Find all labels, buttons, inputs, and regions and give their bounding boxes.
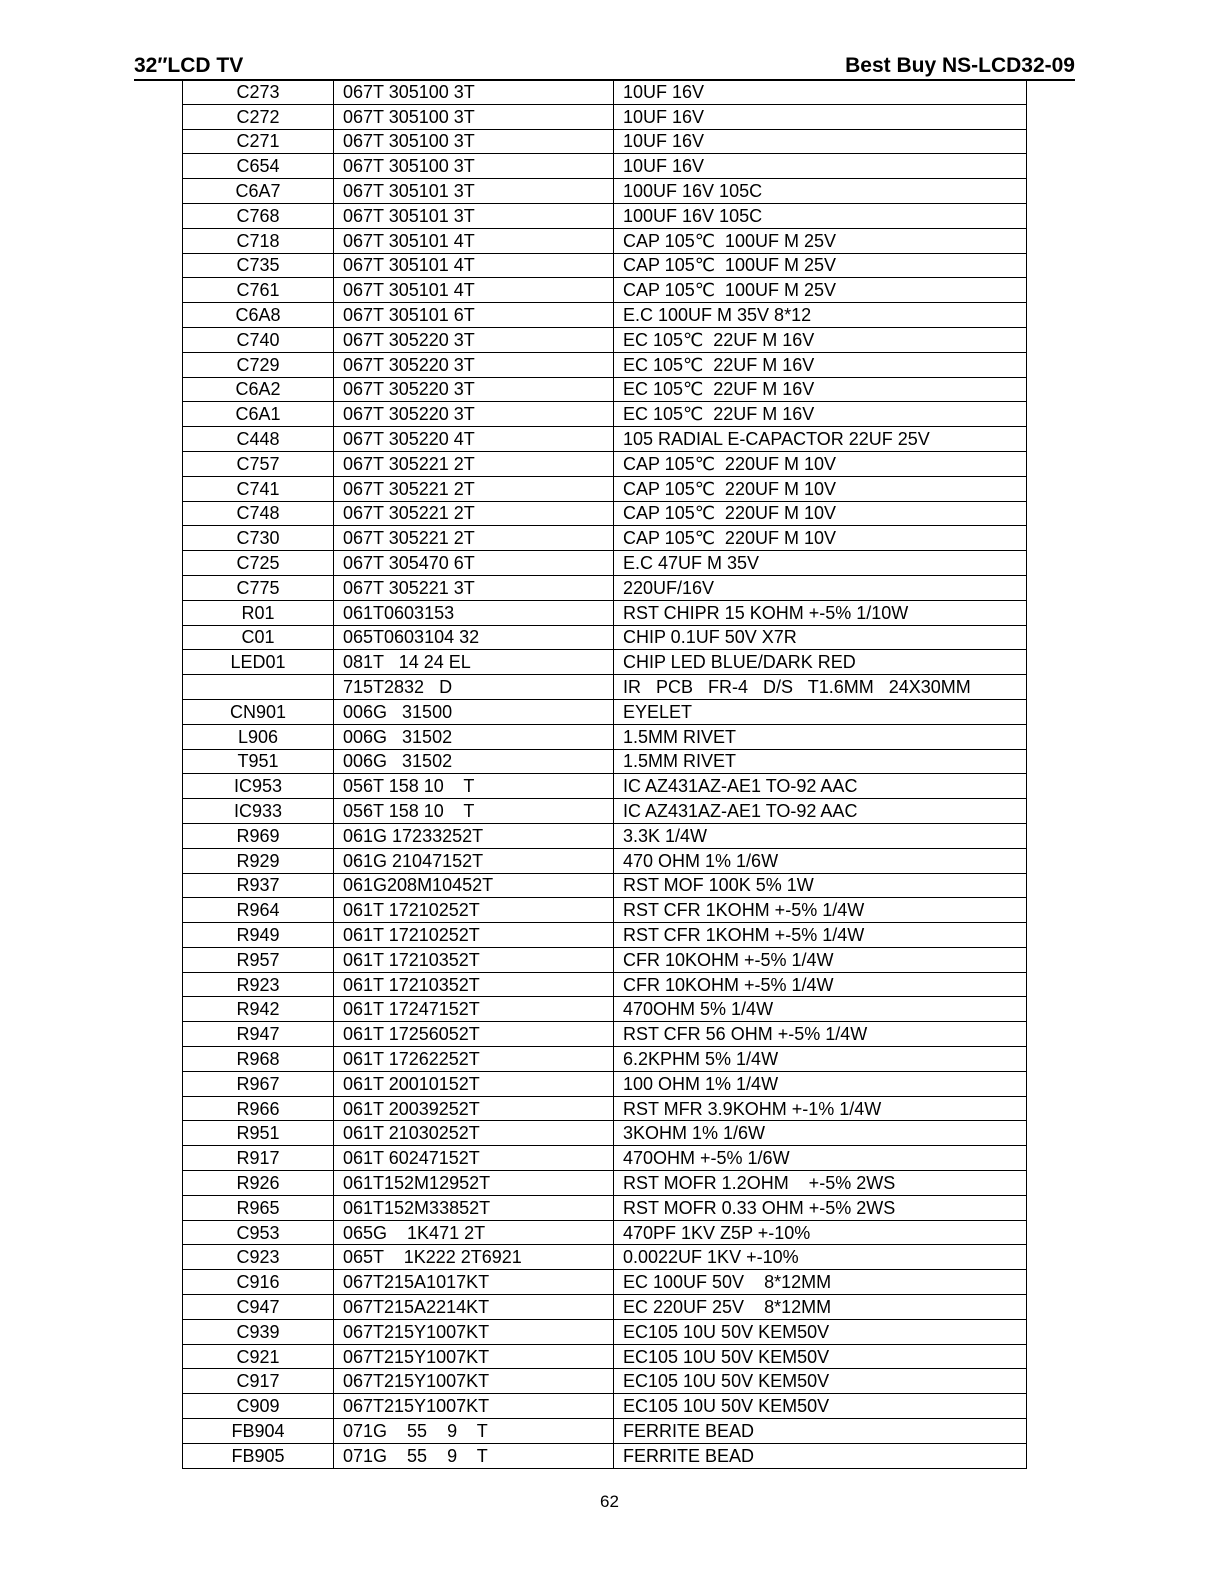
part-number-cell: 067T 305221 2T xyxy=(334,501,614,526)
location-cell: R926 xyxy=(183,1171,334,1196)
description-cell: EC 105℃ 22UF M 16V xyxy=(614,327,1027,352)
location-cell: C921 xyxy=(183,1344,334,1369)
part-number-cell: 067T 305221 2T xyxy=(334,451,614,476)
table-row xyxy=(183,898,1027,923)
description-cell: 6.2KPHM 5% 1/4W xyxy=(614,1047,1027,1072)
description-cell: 105 RADIAL E-CAPACTOR 22UF 25V xyxy=(614,427,1027,452)
part-number-cell: 061T0603153 xyxy=(334,600,614,625)
table-row xyxy=(183,303,1027,328)
page-number: 62 xyxy=(600,1492,619,1511)
description-cell: EC 105℃ 22UF M 16V xyxy=(614,377,1027,402)
description-cell: CAP 105℃ 220UF M 10V xyxy=(614,476,1027,501)
location-cell: L906 xyxy=(183,724,334,749)
location-cell: R967 xyxy=(183,1071,334,1096)
description-cell: 1.5MM RIVET xyxy=(614,724,1027,749)
location-cell: C939 xyxy=(183,1319,334,1344)
location-cell: R964 xyxy=(183,898,334,923)
table-row xyxy=(183,228,1027,253)
location-cell: C729 xyxy=(183,352,334,377)
description-cell: E.C 47UF M 35V xyxy=(614,551,1027,576)
description-cell: 470OHM 5% 1/4W xyxy=(614,997,1027,1022)
table-row xyxy=(183,278,1027,303)
table-row xyxy=(183,352,1027,377)
part-number-cell: 067T 305220 3T xyxy=(334,352,614,377)
description-cell: EC 105℃ 22UF M 16V xyxy=(614,352,1027,377)
description-cell: CHIP LED BLUE/DARK RED xyxy=(614,650,1027,675)
table-row xyxy=(183,823,1027,848)
location-cell: R957 xyxy=(183,947,334,972)
part-number-cell: 061T 20010152T xyxy=(334,1071,614,1096)
table-row xyxy=(183,501,1027,526)
part-number-cell: 067T 305101 3T xyxy=(334,203,614,228)
part-number-cell: 067T 305100 3T xyxy=(334,80,614,105)
description-cell: RST MFR 3.9KOHM +-1% 1/4W xyxy=(614,1096,1027,1121)
location-cell: LED01 xyxy=(183,650,334,675)
location-cell: C6A2 xyxy=(183,377,334,402)
table-row xyxy=(183,129,1027,154)
table-row xyxy=(183,1096,1027,1121)
description-cell: EYELET xyxy=(614,699,1027,724)
description-cell: 100UF 16V 105C xyxy=(614,179,1027,204)
table-row xyxy=(183,327,1027,352)
location-cell: T951 xyxy=(183,749,334,774)
description-cell: 470 OHM 1% 1/6W xyxy=(614,848,1027,873)
description-cell: IC AZ431AZ-AE1 TO-92 AAC xyxy=(614,774,1027,799)
location-cell: C273 xyxy=(183,80,334,105)
description-cell: CAP 105℃ 220UF M 10V xyxy=(614,501,1027,526)
description-cell: IC AZ431AZ-AE1 TO-92 AAC xyxy=(614,799,1027,824)
table-row xyxy=(183,1121,1027,1146)
parts-table xyxy=(182,79,1027,1469)
part-number-cell: 067T 305220 3T xyxy=(334,327,614,352)
part-number-cell: 071G 55 9 T xyxy=(334,1443,614,1468)
table-row xyxy=(183,1344,1027,1369)
table-row xyxy=(183,675,1027,700)
table-row xyxy=(183,848,1027,873)
location-cell: R966 xyxy=(183,1096,334,1121)
location-cell: FB905 xyxy=(183,1443,334,1468)
part-number-cell: 061T 17210352T xyxy=(334,972,614,997)
location-cell: R923 xyxy=(183,972,334,997)
part-number-cell: 061G 21047152T xyxy=(334,848,614,873)
location-cell: R969 xyxy=(183,823,334,848)
description-cell: CAP 105℃ 100UF M 25V xyxy=(614,253,1027,278)
part-number-cell: 067T215Y1007KT xyxy=(334,1344,614,1369)
description-cell: CAP 105℃ 100UF M 25V xyxy=(614,228,1027,253)
part-number-cell: 071G 55 9 T xyxy=(334,1419,614,1444)
description-cell: 10UF 16V xyxy=(614,80,1027,105)
description-cell: EC105 10U 50V KEM50V xyxy=(614,1369,1027,1394)
part-number-cell: 081T 14 24 EL xyxy=(334,650,614,675)
table-row xyxy=(183,600,1027,625)
part-number-cell: 067T 305470 6T xyxy=(334,551,614,576)
description-cell: 100UF 16V 105C xyxy=(614,203,1027,228)
location-cell: C01 xyxy=(183,625,334,650)
table-row xyxy=(183,997,1027,1022)
location-cell: C448 xyxy=(183,427,334,452)
location-cell: C735 xyxy=(183,253,334,278)
part-number-cell: 065T0603104 32 xyxy=(334,625,614,650)
location-cell: R917 xyxy=(183,1146,334,1171)
description-cell: RST CFR 1KOHM +-5% 1/4W xyxy=(614,898,1027,923)
table-row xyxy=(183,1270,1027,1295)
location-cell: IC933 xyxy=(183,799,334,824)
description-cell: CAP 105℃ 100UF M 25V xyxy=(614,278,1027,303)
description-cell: EC 220UF 25V 8*12MM xyxy=(614,1295,1027,1320)
table-row xyxy=(183,1195,1027,1220)
location-cell: C768 xyxy=(183,203,334,228)
table-row xyxy=(183,873,1027,898)
table-row xyxy=(183,154,1027,179)
location-cell: C741 xyxy=(183,476,334,501)
table-row xyxy=(183,972,1027,997)
part-number-cell: 067T215A2214KT xyxy=(334,1295,614,1320)
table-row xyxy=(183,402,1027,427)
location-cell: C718 xyxy=(183,228,334,253)
part-number-cell: 715T2832 D xyxy=(334,675,614,700)
part-number-cell: 067T 305101 3T xyxy=(334,179,614,204)
description-cell: 470OHM +-5% 1/6W xyxy=(614,1146,1027,1171)
part-number-cell: 067T 305100 3T xyxy=(334,104,614,129)
table-row xyxy=(183,1071,1027,1096)
location-cell: C947 xyxy=(183,1295,334,1320)
description-cell: CAP 105℃ 220UF M 10V xyxy=(614,451,1027,476)
part-number-cell: 067T 305220 4T xyxy=(334,427,614,452)
table-row xyxy=(183,1419,1027,1444)
location-cell: C748 xyxy=(183,501,334,526)
location-cell: C923 xyxy=(183,1245,334,1270)
part-number-cell: 067T 305101 4T xyxy=(334,253,614,278)
header-model: Best Buy NS-LCD32-09 xyxy=(845,54,1075,77)
table-row xyxy=(183,947,1027,972)
description-cell: RST CFR 1KOHM +-5% 1/4W xyxy=(614,923,1027,948)
part-number-cell: 067T 305100 3T xyxy=(334,129,614,154)
part-number-cell: 061T 20039252T xyxy=(334,1096,614,1121)
location-cell: R929 xyxy=(183,848,334,873)
part-number-cell: 067T 305101 4T xyxy=(334,228,614,253)
part-number-cell: 061T 17210252T xyxy=(334,923,614,948)
part-number-cell: 067T 305101 6T xyxy=(334,303,614,328)
part-number-cell: 061T 17247152T xyxy=(334,997,614,1022)
description-cell: 3.3K 1/4W xyxy=(614,823,1027,848)
location-cell: C654 xyxy=(183,154,334,179)
description-cell: EC 100UF 50V 8*12MM xyxy=(614,1270,1027,1295)
table-row xyxy=(183,699,1027,724)
table-row xyxy=(183,1394,1027,1419)
location-cell: R949 xyxy=(183,923,334,948)
location-cell: C909 xyxy=(183,1394,334,1419)
table-row xyxy=(183,104,1027,129)
part-number-cell: 067T 305221 2T xyxy=(334,476,614,501)
description-cell: 10UF 16V xyxy=(614,154,1027,179)
location-cell: R01 xyxy=(183,600,334,625)
part-number-cell: 061G208M10452T xyxy=(334,873,614,898)
table-row xyxy=(183,476,1027,501)
description-cell: RST MOF 100K 5% 1W xyxy=(614,873,1027,898)
part-number-cell: 061T 17210352T xyxy=(334,947,614,972)
part-number-cell: 006G 31500 xyxy=(334,699,614,724)
table-row xyxy=(183,377,1027,402)
location-cell: CN901 xyxy=(183,699,334,724)
part-number-cell: 056T 158 10 T xyxy=(334,799,614,824)
header-title: 32″LCD TV xyxy=(134,54,244,77)
parts-table-body xyxy=(183,80,1027,1469)
table-row xyxy=(183,179,1027,204)
location-cell: R965 xyxy=(183,1195,334,1220)
table-row xyxy=(183,1295,1027,1320)
part-number-cell: 065G 1K471 2T xyxy=(334,1220,614,1245)
description-cell: 100 OHM 1% 1/4W xyxy=(614,1071,1027,1096)
table-row xyxy=(183,774,1027,799)
table-row xyxy=(183,427,1027,452)
page-header xyxy=(134,53,1075,81)
table-row xyxy=(183,80,1027,105)
location-cell: R947 xyxy=(183,1022,334,1047)
description-cell: 10UF 16V xyxy=(614,104,1027,129)
part-number-cell: 061T152M12952T xyxy=(334,1171,614,1196)
part-number-cell: 067T 305100 3T xyxy=(334,154,614,179)
description-cell: FERRITE BEAD xyxy=(614,1443,1027,1468)
part-number-cell: 067T215Y1007KT xyxy=(334,1369,614,1394)
description-cell: CFR 10KOHM +-5% 1/4W xyxy=(614,972,1027,997)
location-cell: C953 xyxy=(183,1220,334,1245)
part-number-cell: 006G 31502 xyxy=(334,724,614,749)
description-cell: EC105 10U 50V KEM50V xyxy=(614,1344,1027,1369)
location-cell: C271 xyxy=(183,129,334,154)
description-cell: RST CFR 56 OHM +-5% 1/4W xyxy=(614,1022,1027,1047)
description-cell: RST MOFR 0.33 OHM +-5% 2WS xyxy=(614,1195,1027,1220)
table-row xyxy=(183,575,1027,600)
description-cell: CHIP 0.1UF 50V X7R xyxy=(614,625,1027,650)
table-row xyxy=(183,451,1027,476)
table-row xyxy=(183,625,1027,650)
table-row xyxy=(183,253,1027,278)
table-row xyxy=(183,1171,1027,1196)
table-row xyxy=(183,1220,1027,1245)
location-cell xyxy=(183,675,334,700)
location-cell: R937 xyxy=(183,873,334,898)
table-row xyxy=(183,1245,1027,1270)
part-number-cell: 067T 305220 3T xyxy=(334,402,614,427)
part-number-cell: 067T 305101 4T xyxy=(334,278,614,303)
location-cell: C917 xyxy=(183,1369,334,1394)
part-number-cell: 067T215Y1007KT xyxy=(334,1319,614,1344)
part-number-cell: 067T215Y1007KT xyxy=(334,1394,614,1419)
description-cell: RST MOFR 1.2OHM +-5% 2WS xyxy=(614,1171,1027,1196)
location-cell: R968 xyxy=(183,1047,334,1072)
part-number-cell: 067T 305221 3T xyxy=(334,575,614,600)
table-row xyxy=(183,650,1027,675)
table-row xyxy=(183,1369,1027,1394)
part-number-cell: 061T 17262252T xyxy=(334,1047,614,1072)
table-row xyxy=(183,724,1027,749)
part-number-cell: 061T 60247152T xyxy=(334,1146,614,1171)
part-number-cell: 061T 17256052T xyxy=(334,1022,614,1047)
description-cell: CAP 105℃ 220UF M 10V xyxy=(614,526,1027,551)
part-number-cell: 067T215A1017KT xyxy=(334,1270,614,1295)
description-cell: 3KOHM 1% 1/6W xyxy=(614,1121,1027,1146)
part-number-cell: 065T 1K222 2T6921 xyxy=(334,1245,614,1270)
table-row xyxy=(183,1146,1027,1171)
location-cell: C775 xyxy=(183,575,334,600)
location-cell: C725 xyxy=(183,551,334,576)
location-cell: R942 xyxy=(183,997,334,1022)
description-cell: 10UF 16V xyxy=(614,129,1027,154)
table-row xyxy=(183,551,1027,576)
description-cell: CFR 10KOHM +-5% 1/4W xyxy=(614,947,1027,972)
location-cell: C757 xyxy=(183,451,334,476)
table-row xyxy=(183,203,1027,228)
part-number-cell: 061T 21030252T xyxy=(334,1121,614,1146)
location-cell: C740 xyxy=(183,327,334,352)
location-cell: C6A7 xyxy=(183,179,334,204)
table-row xyxy=(183,1022,1027,1047)
description-cell: EC 105℃ 22UF M 16V xyxy=(614,402,1027,427)
part-number-cell: 067T 305220 3T xyxy=(334,377,614,402)
description-cell: 220UF/16V xyxy=(614,575,1027,600)
location-cell: IC953 xyxy=(183,774,334,799)
description-cell: 1.5MM RIVET xyxy=(614,749,1027,774)
description-cell: IR PCB FR-4 D/S T1.6MM 24X30MM xyxy=(614,675,1027,700)
description-cell: 470PF 1KV Z5P +-10% xyxy=(614,1220,1027,1245)
location-cell: C6A8 xyxy=(183,303,334,328)
description-cell: E.C 100UF M 35V 8*12 xyxy=(614,303,1027,328)
location-cell: FB904 xyxy=(183,1419,334,1444)
part-number-cell: 006G 31502 xyxy=(334,749,614,774)
table-row xyxy=(183,799,1027,824)
location-cell: C730 xyxy=(183,526,334,551)
part-number-cell: 061T152M33852T xyxy=(334,1195,614,1220)
table-row xyxy=(183,923,1027,948)
description-cell: RST CHIPR 15 KOHM +-5% 1/10W xyxy=(614,600,1027,625)
location-cell: C6A1 xyxy=(183,402,334,427)
description-cell: FERRITE BEAD xyxy=(614,1419,1027,1444)
location-cell: C761 xyxy=(183,278,334,303)
description-cell: EC105 10U 50V KEM50V xyxy=(614,1319,1027,1344)
table-row xyxy=(183,526,1027,551)
table-row xyxy=(183,1047,1027,1072)
table-row xyxy=(183,1443,1027,1468)
table-row xyxy=(183,1319,1027,1344)
part-number-cell: 061T 17210252T xyxy=(334,898,614,923)
part-number-cell: 067T 305221 2T xyxy=(334,526,614,551)
part-number-cell: 056T 158 10 T xyxy=(334,774,614,799)
location-cell: C272 xyxy=(183,104,334,129)
part-number-cell: 061G 17233252T xyxy=(334,823,614,848)
description-cell: EC105 10U 50V KEM50V xyxy=(614,1394,1027,1419)
description-cell: 0.0022UF 1KV +-10% xyxy=(614,1245,1027,1270)
location-cell: R951 xyxy=(183,1121,334,1146)
table-row xyxy=(183,749,1027,774)
location-cell: C916 xyxy=(183,1270,334,1295)
